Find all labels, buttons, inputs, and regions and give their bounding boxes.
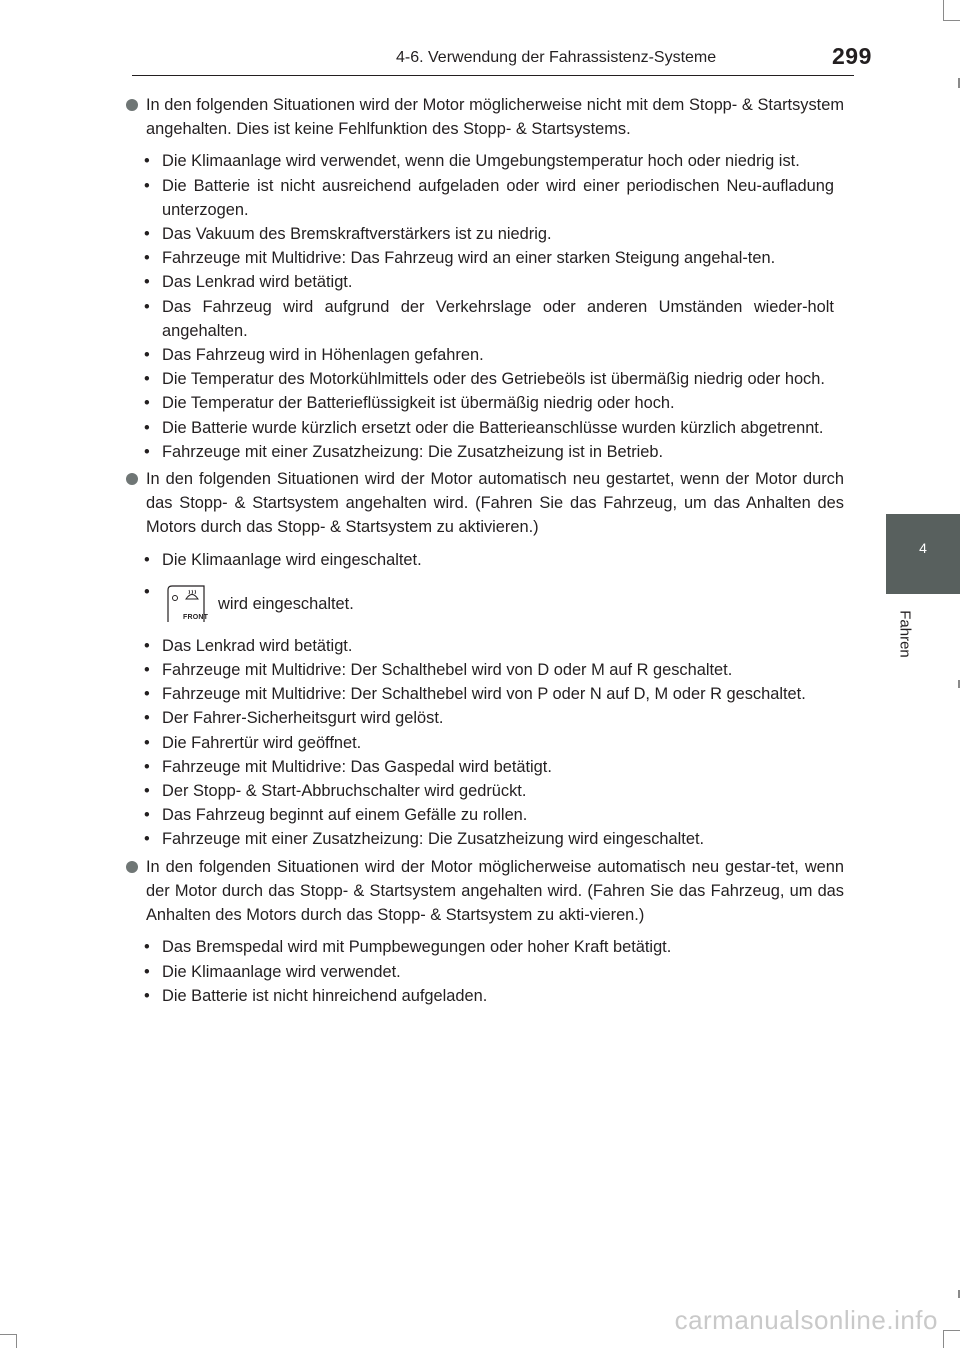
watermark: carmanualsonline.info — [674, 1305, 938, 1335]
front-button-label: FRONT — [183, 613, 209, 621]
section-text: In den folgenden Situationen wird der Motor möglicherweise automatisch neu gestar-tet, wenn der Motor durch das Stopp- & Startsystem angehalten wird. (Fahren Sie das Fahrzeug, um das Anhalten des Motors durch das Stopp- & Startsystem zu akti-vieren.) — [146, 857, 844, 925]
list-item-with-button — [126, 580, 844, 628]
bullet-dot: • — [144, 757, 150, 776]
bullet-dot: • — [144, 550, 150, 569]
list-item: • Fahrzeuge mit Multidrive: Der Schalthebel wird von P oder N auf D, M oder R geschaltet. — [126, 682, 844, 706]
chapter-label-box — [895, 604, 915, 664]
crop-mark — [943, 1330, 960, 1331]
bullet-list — [126, 149, 844, 464]
bullet-list — [126, 935, 844, 1008]
section-1 — [126, 93, 844, 141]
list-item: • Fahrzeuge mit Multidrive: Der Schalthebel wird von D oder M auf R geschaltet. — [126, 658, 844, 682]
crop-mark — [943, 1330, 944, 1348]
button-item-text: wird eingeschaltet. — [218, 594, 354, 613]
list-item: • Das Fahrzeug beginnt auf einem Gefälle zu rollen. — [126, 803, 844, 827]
bullet-dot: • — [144, 938, 150, 957]
chapter-label: Fahren — [896, 610, 914, 658]
bullet-dot: • — [144, 733, 150, 752]
bullet-dot: • — [144, 442, 150, 461]
crop-mark — [0, 1334, 16, 1335]
bullet-dot: • — [144, 152, 150, 171]
bullet-dot: • — [144, 370, 150, 389]
list-item: • Das Fahrzeug wird aufgrund der Verkehrslage oder anderen Umständen wieder-holt angehalten. — [126, 295, 844, 343]
bullet-dot: • — [144, 962, 150, 981]
list-item: • Die Klimaanlage wird eingeschaltet. — [126, 548, 844, 572]
list-item: • Der Stopp- & Start-Abbruchschalter wird gedrückt. — [126, 779, 844, 803]
bullet-dot: • — [144, 830, 150, 849]
front-defroster-button-icon — [162, 584, 209, 624]
bullet-dot: • — [144, 346, 150, 365]
bullet-dot: • — [144, 661, 150, 680]
bullet-dot: • — [144, 709, 150, 728]
crop-mark — [16, 1334, 17, 1348]
bullet-dot: • — [144, 806, 150, 825]
bullet-list — [126, 548, 844, 852]
list-item: • Das Bremspedal wird mit Pumpbewegungen oder hoher Kraft betätigt. — [126, 935, 844, 959]
section-text: In den folgenden Situationen wird der Motor möglicherweise nicht mit dem Stopp- & Startsystem angehalten. Dies ist keine Fehlfunktion des Stopp- & Startsystems. — [146, 96, 844, 139]
page-body — [126, 93, 844, 1011]
list-item: • Die Batterie ist nicht ausreichend aufgeladen oder wird einer periodischen Neu-aufladung unterzogen. — [126, 174, 844, 222]
list-item: • Die Temperatur des Motorkühlmittels oder des Getriebeöls ist übermäßig niedrig oder hoch. — [126, 367, 844, 391]
chapter-tab — [886, 514, 960, 594]
list-item: • Die Fahrertür wird geöffnet. — [126, 731, 844, 755]
bullet-dot: • — [144, 249, 150, 268]
running-header-title: 4-6. Verwendung der Fahrassistenz-Systeme — [396, 49, 717, 66]
list-item: • Die Temperatur der Batterieflüssigkeit ist übermäßig niedrig oder hoch. — [126, 391, 844, 415]
list-item: • Fahrzeuge mit Multidrive: Das Fahrzeug wird an einer starken Steigung angehal-ten. — [126, 246, 844, 270]
bullet-dot: • — [144, 273, 150, 292]
section-text: In den folgenden Situationen wird der Motor automatisch neu gestartet, wenn der Motor durch das Stopp- & Startsystem angehalten wird. (Fahren Sie das Fahrzeug, um das Anhalten des Motors durch das Stopp- & Startsystem zu aktivieren.) — [146, 470, 844, 537]
list-item: • Die Klimaanlage wird verwendet. — [126, 960, 844, 984]
bullet-dot: • — [144, 582, 150, 601]
list-item: • Die Batterie wurde kürzlich ersetzt oder die Batterieanschlüsse wurden kürzlich abgetrennt. — [126, 416, 844, 440]
crop-mark — [943, 20, 960, 21]
chapter-number: 4 — [919, 540, 927, 556]
bullet-dot: • — [144, 225, 150, 244]
header-rule — [132, 75, 854, 76]
bullet-dot: • — [144, 418, 150, 437]
bullet-dot: • — [144, 297, 150, 316]
list-item: • Das Fahrzeug wird in Höhenlagen gefahren. — [126, 343, 844, 367]
list-item: • Der Fahrer-Sicherheitsgurt wird gelöst. — [126, 706, 844, 730]
page-number: 299 — [832, 43, 872, 69]
round-bullet-icon — [126, 861, 138, 873]
bullet-dot: • — [144, 636, 150, 655]
bullet-dot: • — [144, 394, 150, 413]
crop-mark — [943, 0, 944, 20]
list-item: • Das Lenkrad wird betätigt. — [126, 634, 844, 658]
bullet-dot: • — [144, 176, 150, 195]
list-item: • Fahrzeuge mit Multidrive: Das Gaspedal wird betätigt. — [126, 755, 844, 779]
section-2 — [126, 467, 844, 540]
bullet-dot: • — [144, 986, 150, 1005]
list-item: • Die Klimaanlage wird verwendet, wenn die Umgebungstemperatur hoch oder niedrig ist. — [126, 149, 844, 173]
round-bullet-icon — [126, 473, 138, 485]
list-item: • Das Lenkrad wird betätigt. — [126, 270, 844, 294]
list-item: • Die Batterie ist nicht hinreichend aufgeladen. — [126, 984, 844, 1008]
round-bullet-icon — [126, 99, 138, 111]
list-item: • Fahrzeuge mit einer Zusatzheizung: Die Zusatzheizung ist in Betrieb. — [126, 440, 844, 464]
bullet-dot: • — [144, 782, 150, 801]
list-item: • Das Vakuum des Bremskraftverstärkers ist zu niedrig. — [126, 222, 844, 246]
list-item: • Fahrzeuge mit einer Zusatzheizung: Die Zusatzheizung wird eingeschaltet. — [126, 827, 844, 851]
bullet-dot: • — [144, 685, 150, 704]
section-3 — [126, 855, 844, 928]
